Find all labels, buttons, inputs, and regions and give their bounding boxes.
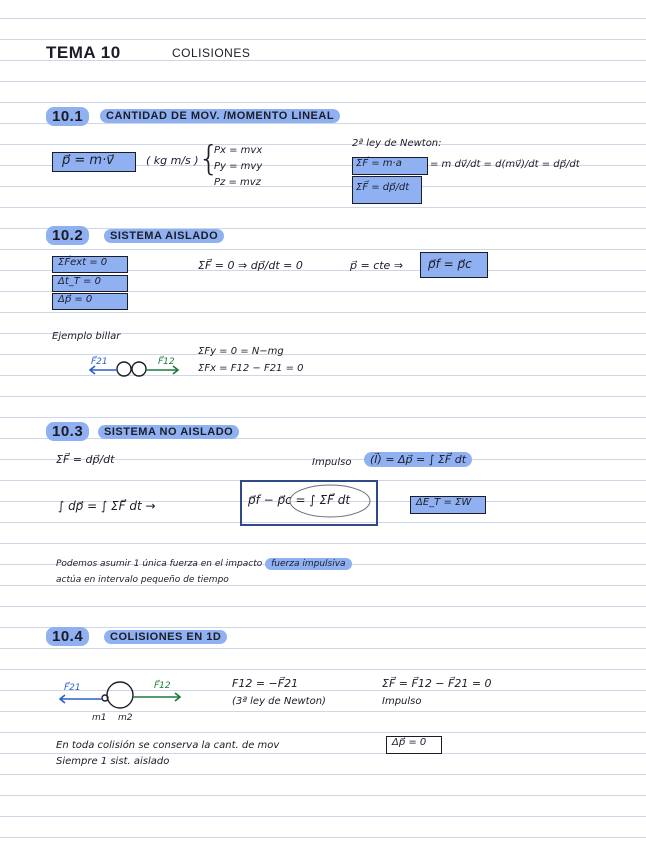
nonisolated-equation: ΣF⃗ = dp⃗/dt [56, 453, 115, 466]
integral-relation: ∫ dp⃗ = ∫ ΣF⃗ dt → [58, 499, 156, 513]
collision-force-12-label: F⃗12 [154, 681, 171, 691]
collision-sketch [60, 682, 180, 708]
component-z: Pz = mvz [214, 177, 261, 188]
billiard-ball-2 [132, 362, 146, 376]
isolated-condition-3: Δp⃗ = 0 [58, 294, 93, 305]
impulse-label: Impulso [312, 457, 352, 468]
momentum-conservation: p⃗f = p⃗c [428, 257, 472, 271]
collision-sum-forces: ΣF⃗ = F⃗12 − F⃗21 = 0 [382, 677, 492, 690]
momentum-definition: p⃗ = m·v⃗ [62, 153, 114, 168]
isolated-equation-1: ΣF⃗ = 0 ⇒ dp⃗/dt = 0 [198, 259, 303, 272]
billiards-force-21-label: F⃗21 [91, 357, 108, 367]
mass-1-label: m1 [92, 713, 107, 723]
section-2-number: 10.2 [46, 228, 89, 243]
newton-second-law-label: 2ª ley de Newton: [352, 138, 442, 149]
newton-law-momentum: ΣF⃗ = dp⃗/dt [356, 182, 410, 193]
billiards-example-label: Ejemplo billar [52, 331, 121, 342]
collision-impulse-note: Impulso [382, 696, 422, 707]
third-law-note: (3ª ley de Newton) [232, 696, 326, 707]
impulse-equation: (I⃗) = Δp⃗ = ∫ ΣF⃗ dt [364, 454, 472, 465]
mass-2-label: m2 [118, 713, 133, 723]
component-x: Px = mvx [214, 145, 263, 156]
section-4-number: 10.4 [46, 629, 89, 644]
billiards-sum-y: ΣFy = 0 = N−mg [198, 346, 284, 357]
section-3-number: 10.3 [46, 424, 89, 439]
newton-law-derivation: = m dv⃗/dt = d(mv⃗)/dt = dp⃗/dt [430, 159, 580, 170]
section-1-number: 10.1 [46, 109, 89, 124]
billiards-sum-x: ΣFx = F12 − F21 = 0 [198, 363, 304, 374]
conservation-sentence: En toda colisión se conserva la cant. de mov [56, 740, 280, 751]
impulse-integral-ellipse [290, 485, 370, 517]
billiards-force-12-label: F⃗12 [158, 357, 175, 367]
isolated-system-sentence: Siempre 1 sist. aislado [56, 756, 170, 767]
momentum-units: ( kg m/s ) [146, 154, 199, 167]
impulsive-force-note-2: actúa en intervalo pequeño de tiempo [56, 575, 229, 585]
impulsive-force-note: Podemos asumir 1 única fuerza en el impacto fuerza impulsiva [56, 560, 352, 569]
third-law-equation: F12 = −F⃗21 [232, 677, 299, 690]
section-4-heading: COLISIONES EN 1D [104, 632, 227, 643]
isolated-condition-1: ΣF⃗ext = 0 [58, 257, 108, 268]
energy-relation: ΔE_T = ΣW [416, 497, 472, 508]
component-y: Py = mvy [214, 161, 263, 172]
components-brace: { [198, 139, 220, 179]
section-1-heading: CANTIDAD DE MOV. /MOMENTO LINEAL [100, 111, 340, 122]
isolated-equation-2: p⃗ = cte ⇒ [350, 259, 404, 272]
billiard-balls-sketch [90, 362, 178, 376]
billiard-ball-1 [117, 362, 131, 376]
topic-title: COLISIONES [172, 46, 251, 60]
section-3-heading: SISTEMA NO AISLADO [98, 427, 239, 438]
collision-large-ball [107, 682, 133, 708]
isolated-condition-2: Δt_T = 0 [58, 276, 101, 287]
collision-force-21-label: F⃗21 [64, 683, 81, 693]
newton-law-force: ΣF⃗ = m·a [356, 158, 402, 169]
section-2-heading: SISTEMA AISLADO [104, 231, 224, 242]
impulse-result: p⃗f − p⃗c = ∫ ΣF⃗ dt [248, 493, 351, 507]
topic-number: TEMA 10 [46, 43, 121, 62]
conservation-result: Δp⃗ = 0 [392, 737, 427, 748]
